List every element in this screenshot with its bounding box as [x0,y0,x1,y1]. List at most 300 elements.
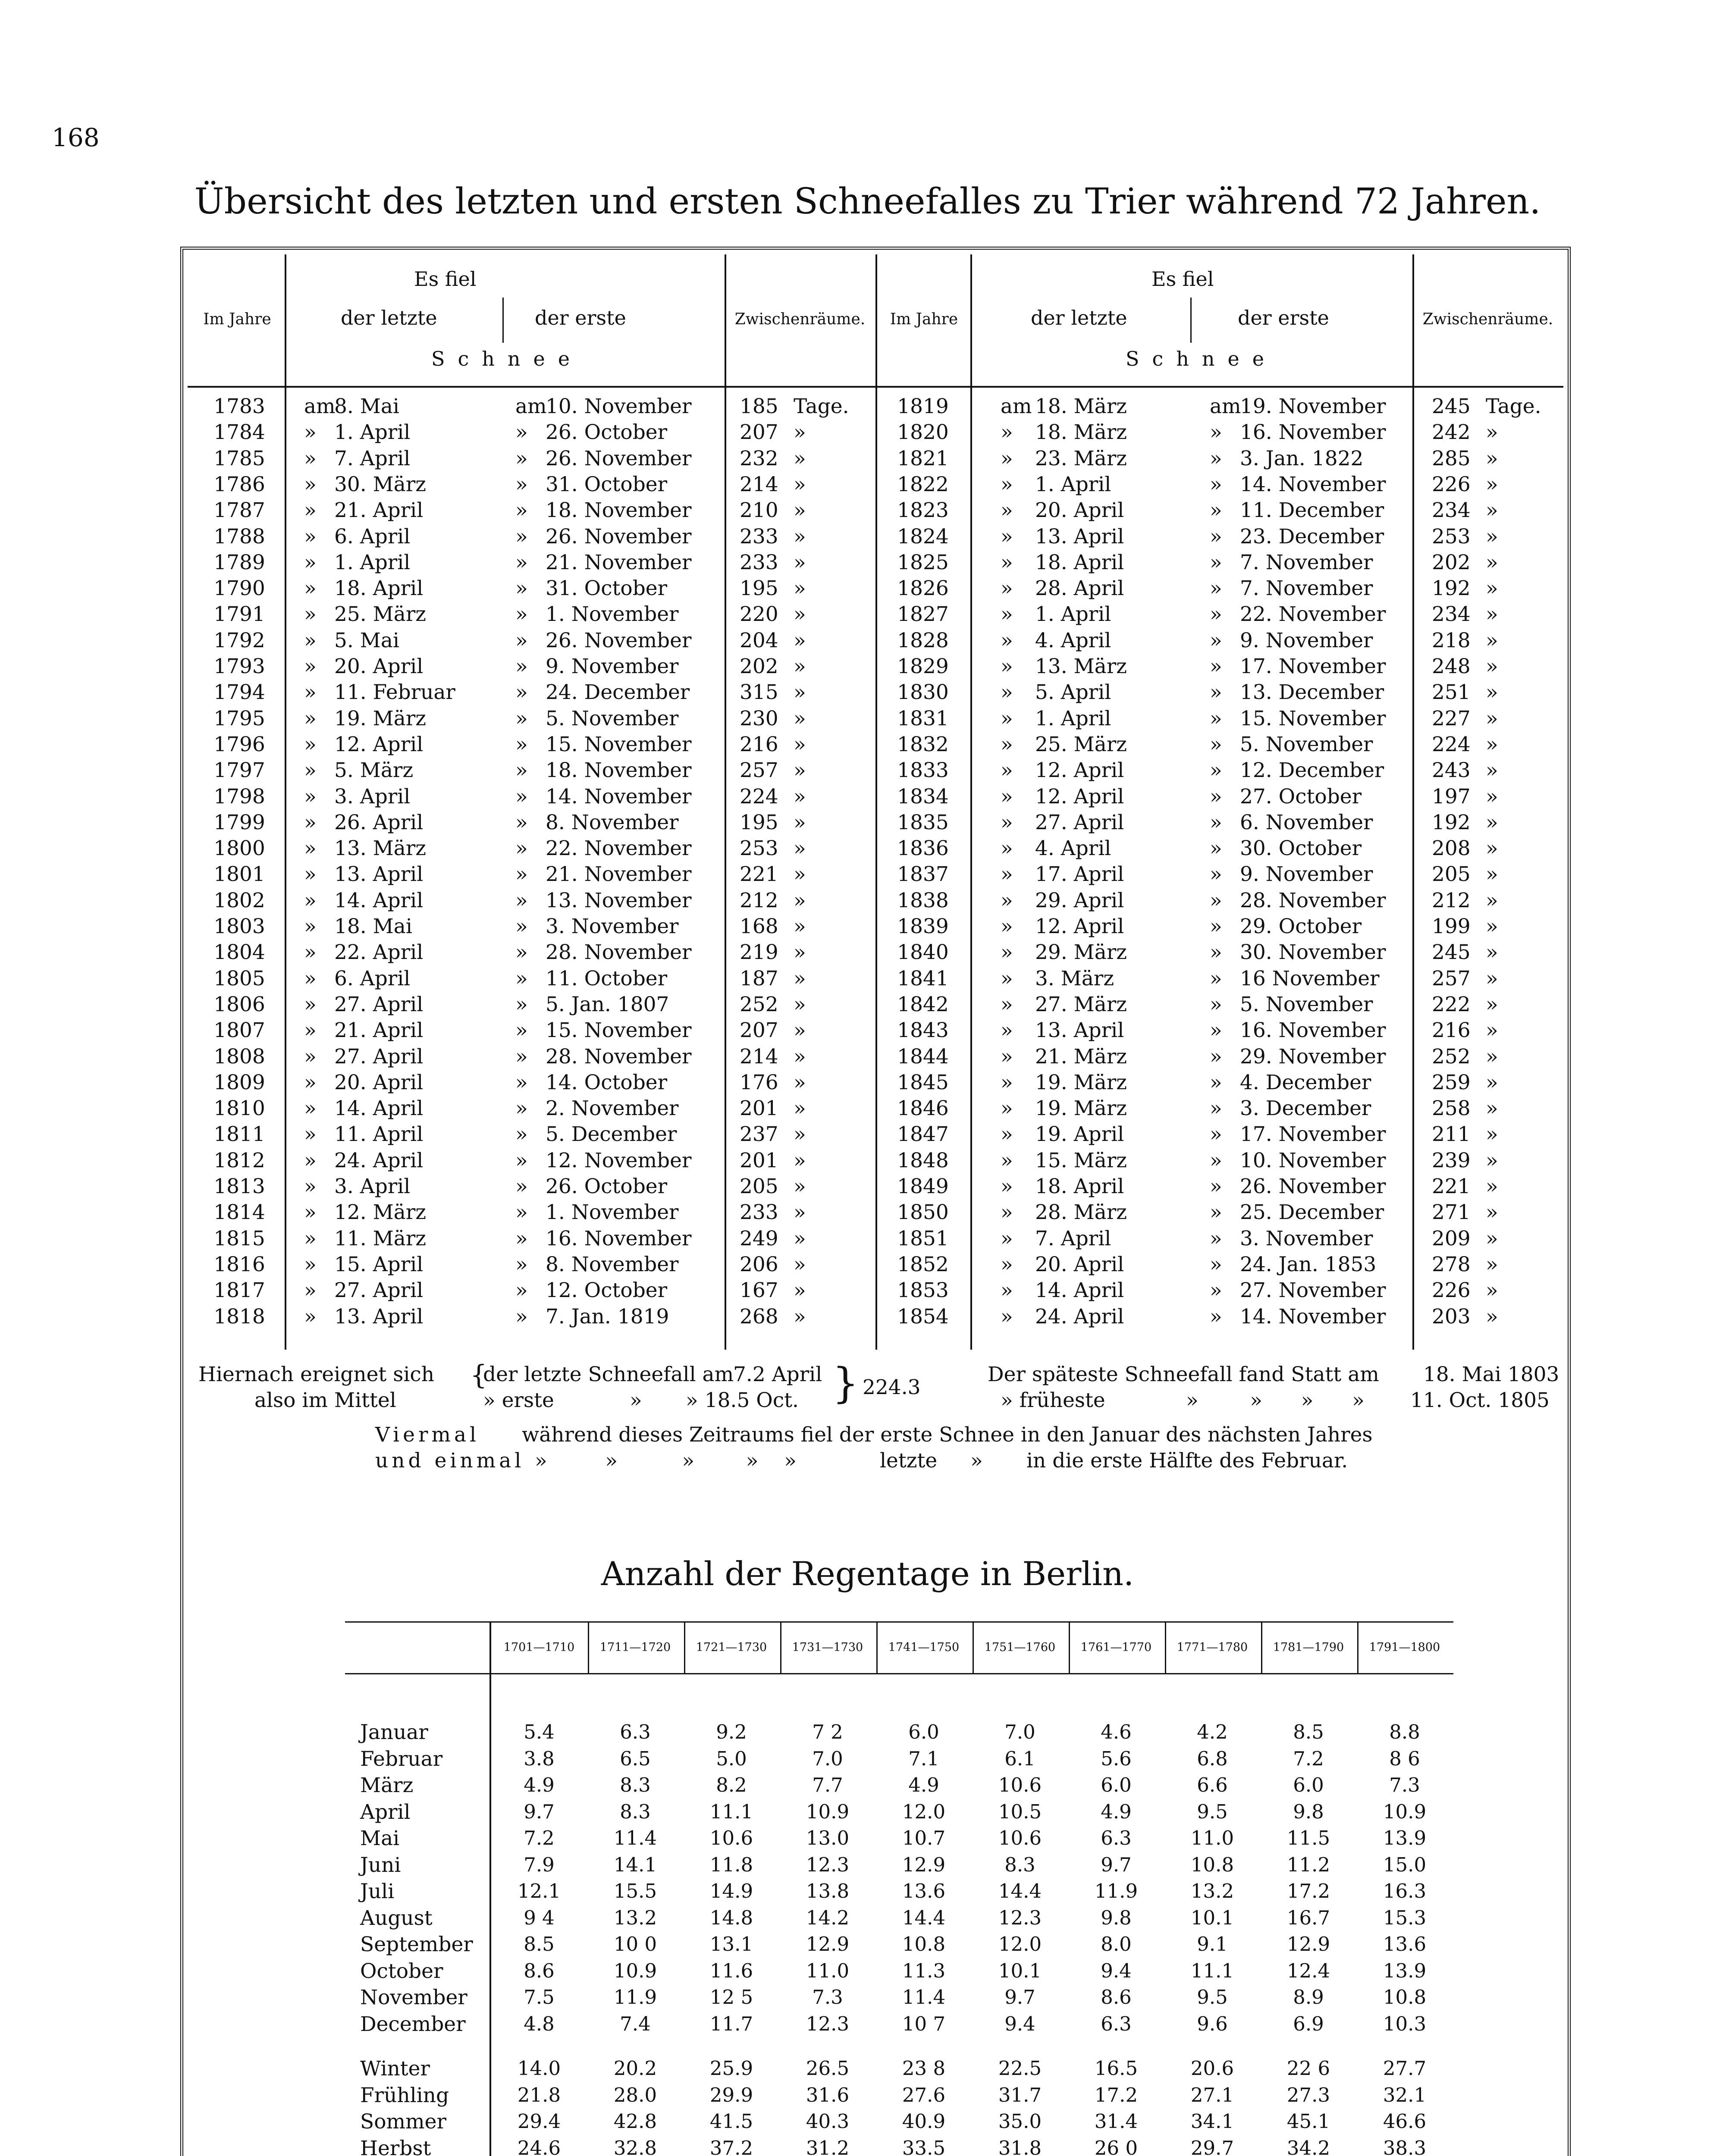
last-prefix: » [304,862,317,886]
first-prefix: » [515,1097,528,1120]
rain-value: 4.2 [1197,1720,1228,1743]
first-prefix: » [1210,1253,1222,1276]
rain-value: 11.1 [709,1800,753,1823]
ditto-mark: » [794,1175,806,1198]
first-date: 26. November [546,629,692,652]
rain-value: 7.4 [620,2012,651,2035]
last-date: 4. April [1035,629,1111,652]
rain-value: 9.4 [1004,2012,1035,2035]
ditto-mark: » [1486,1253,1498,1276]
right-first-header: der erste [1238,306,1329,329]
rain-value: 4.8 [524,2012,555,2035]
ditto-mark: » [1486,1149,1498,1172]
year-cell: 1790 [213,577,265,600]
rule-right-gap [1412,254,1414,1350]
last-prefix: » [304,447,317,470]
first-date: 16. November [1240,420,1386,444]
rain-value: 8.9 [1293,1986,1324,2009]
left-first-header: der erste [535,306,626,329]
rain-value: 9.7 [1101,1853,1132,1876]
rain-period-header: 1741—1750 [888,1641,960,1654]
first-date: 5. November [1240,993,1373,1016]
rain-value: 7.0 [1004,1720,1035,1743]
rain-col-rule [780,1621,781,1673]
rain-value: 22 6 [1286,2057,1330,2080]
first-prefix: » [1210,889,1222,912]
first-date: 24. Jan. 1853 [1240,1253,1377,1276]
last-prefix: » [304,577,317,600]
year-cell: 1787 [213,498,265,522]
gap-days: 222 [1432,993,1471,1016]
ditto-mark: » [794,551,806,574]
year-cell: 1842 [897,993,949,1016]
first-prefix: » [515,1045,528,1069]
gap-days: 239 [1432,1149,1471,1172]
ditto-mark: » [1486,655,1498,678]
ditto-mark: » [794,602,806,626]
first-prefix: » [1210,420,1222,444]
first-prefix: » [515,889,528,912]
first-date: 19. November [1240,395,1386,418]
last-prefix: » [1001,1175,1013,1198]
first-prefix: » [1210,473,1222,496]
gap-days: 233 [740,551,778,574]
year-cell: 1839 [897,915,949,938]
rain-value: 27.3 [1286,2084,1330,2106]
rain-row-label: Januar [360,1720,428,1744]
year-cell: 1793 [213,655,265,678]
first-date: 30. November [1240,940,1386,964]
first-date: 29. October [1240,915,1362,938]
gap-days: 253 [740,837,778,860]
first-date: 3. Jan. 1822 [1240,447,1364,470]
last-date: 24. April [1035,1305,1124,1329]
last-date: 18. Mai [334,915,412,938]
rain-value: 7 2 [812,1720,843,1743]
first-date: 3. November [1240,1227,1373,1250]
first-prefix: » [515,993,528,1016]
rain-value: 7.2 [524,1827,555,1849]
rain-value: 15.0 [1383,1853,1427,1876]
year-cell: 1826 [897,577,949,600]
rain-value: 10.1 [1190,1906,1234,1929]
last-date: 28. April [1035,577,1124,600]
first-prefix: » [1210,1149,1222,1172]
year-cell: 1783 [213,395,265,418]
rain-value: 9.1 [1197,1933,1228,1955]
first-prefix: » [515,1071,528,1094]
first-date: 7. November [1240,577,1373,600]
last-date: 5. April [1035,680,1111,704]
first-date: 2. November [546,1097,679,1120]
ditto-mark: » [1486,1122,1498,1146]
last-date: 29. April [1035,889,1124,912]
ditto-mark: » [1486,577,1498,600]
right-es-fiel: Es fiel [1151,267,1214,291]
rain-value: 3.8 [524,1747,555,1770]
first-prefix: » [1210,577,1222,600]
rain-value: 21.8 [517,2084,561,2106]
last-date: 26. April [334,811,424,834]
gap-days: 209 [1432,1227,1471,1250]
last-date: 4. April [1035,837,1111,860]
last-prefix: » [1001,707,1013,730]
rain-value: 16.5 [1094,2057,1138,2080]
last-date: 15. März [1035,1149,1127,1172]
gap-days: 207 [740,420,778,444]
rain-value: 13.8 [806,1880,850,1902]
note-mean-last: der letzte Schneefall am [483,1363,734,1386]
ditto-mark: » [794,1227,806,1250]
rain-value: 9.8 [1101,1906,1132,1929]
ditto-mark: » [1486,1279,1498,1302]
rain-value: 13.6 [1383,1933,1427,1955]
rain-value: 9 4 [524,1906,555,1929]
first-date: 14. October [546,1071,668,1094]
last-prefix: » [304,1279,317,1302]
rain-value: 7.5 [524,1986,555,2009]
last-date: 20. April [1035,498,1124,522]
rain-row-label: September [360,1933,473,1956]
last-date: 1. April [1035,602,1111,626]
last-prefix: » [304,420,317,444]
first-prefix: » [1210,733,1222,756]
right-year-header: Im Jahre [890,310,958,328]
ditto-mark: » [794,837,806,860]
last-prefix: » [304,498,317,522]
ditto-mark: » [1486,785,1498,808]
rain-row-label: November [360,1986,467,2009]
year-cell: 1813 [213,1175,265,1198]
rain-value: 29.7 [1190,2137,1234,2156]
last-prefix: » [304,889,317,912]
rain-value: 14.8 [709,1906,753,1929]
rain-row-label: Juli [360,1880,395,1903]
last-date: 6. April [334,525,411,548]
last-date: 24. April [334,1149,424,1172]
year-cell: 1814 [213,1200,265,1224]
ditto-mark: » [1486,758,1498,782]
year-cell: 1852 [897,1253,949,1276]
first-date: 30. October [1240,837,1362,860]
rain-value: 10.9 [806,1800,850,1823]
first-prefix: » [515,525,528,548]
ditto-mark: » [794,525,806,548]
last-date: 14. April [334,1097,424,1120]
first-prefix: » [515,707,528,730]
last-date: 8. Mai [334,395,399,418]
gap-days: 245 [1432,395,1471,418]
days-unit: Tage. [794,395,849,418]
last-date: 12. April [334,733,424,756]
gap-days: 201 [740,1097,778,1120]
last-date: 19. März [1035,1071,1127,1094]
gap-days: 168 [740,915,778,938]
rain-col-rule [684,1621,685,1673]
last-date: 5. Mai [334,629,399,652]
gap-days: 252 [1432,1045,1471,1069]
rain-value: 11.0 [806,1959,850,1982]
note-latest-date: 18. Mai 1803 [1423,1363,1559,1386]
rain-value: 8.6 [1101,1986,1132,2009]
ditto-mark: » [794,758,806,782]
gap-days: 212 [1432,889,1471,912]
last-prefix: » [1001,967,1013,990]
last-prefix: » [304,1227,317,1250]
gap-days: 234 [1432,498,1471,522]
rain-value: 22.5 [998,2057,1042,2080]
first-date: 14. November [546,785,692,808]
year-cell: 1853 [897,1279,949,1302]
first-prefix: » [1210,915,1222,938]
first-prefix: » [515,420,528,444]
first-prefix: » [1210,993,1222,1016]
ditto-mark: » [794,447,806,470]
first-prefix: » [515,498,528,522]
ditto-mark: » [1486,447,1498,470]
rain-value: 10 0 [613,1933,657,1955]
gap-days: 230 [740,707,778,730]
ditto-mark: » [1486,733,1498,756]
first-prefix: » [515,837,528,860]
brace-open: { [470,1359,487,1391]
rain-value: 7.9 [524,1853,555,1876]
year-cell: 1841 [897,967,949,990]
last-prefix: » [1001,1253,1013,1276]
rain-row-label: December [360,2012,466,2036]
rain-value: 8.3 [620,1800,651,1823]
last-date: 14. April [334,889,424,912]
year-cell: 1847 [897,1122,949,1146]
first-prefix: » [1210,1122,1222,1146]
gap-days: 195 [740,811,778,834]
ditto-mark: » [1486,940,1498,964]
first-prefix: » [515,655,528,678]
ditto-mark: » [1486,1200,1498,1224]
first-date: 13. November [546,889,692,912]
gap-days: 315 [740,680,778,704]
first-date: 26. October [546,420,668,444]
first-prefix: » [515,862,528,886]
gap-days: 214 [740,473,778,496]
first-date: 26. November [546,525,692,548]
year-cell: 1795 [213,707,265,730]
last-date: 19. März [1035,1097,1127,1120]
right-gap-header: Zwischenräume. [1422,310,1553,328]
year-cell: 1837 [897,862,949,886]
ditto-mark: » [794,862,806,886]
last-prefix: » [304,1018,317,1042]
last-prefix: » [1001,1071,1013,1094]
first-prefix: » [515,1253,528,1276]
rain-value: 10.8 [1190,1853,1234,1876]
rain-table-title: Anzahl der Regentage in Berlin. [601,1554,1134,1593]
gap-days: 176 [740,1071,778,1094]
rain-value: 11.6 [709,1959,753,1982]
rain-value: 4.9 [524,1774,555,1796]
rule-right-year-start [875,254,877,1350]
last-prefix: » [304,758,317,782]
first-prefix: » [515,629,528,652]
first-date: 15. November [546,733,692,756]
first-date: 28. November [1240,889,1386,912]
left-schnee: Schnee [431,347,583,370]
first-prefix: » [1210,680,1222,704]
last-date: 21. März [1035,1045,1127,1069]
gap-days: 205 [740,1175,778,1198]
year-cell: 1798 [213,785,265,808]
rain-value: 31.8 [998,2137,1042,2156]
first-date: 5. November [1240,733,1373,756]
gap-days: 227 [1432,707,1471,730]
last-prefix: am [304,395,336,418]
rain-value: 14.9 [709,1880,753,1902]
last-date: 19. März [334,707,427,730]
ditto-mark: » [794,680,806,704]
year-cell: 1828 [897,629,949,652]
ditto-mark: » [1486,1018,1498,1042]
last-prefix: » [1001,1097,1013,1120]
year-cell: 1851 [897,1227,949,1250]
rain-value: 9.2 [716,1720,747,1743]
last-date: 6. April [334,967,411,990]
last-prefix: » [304,1045,317,1069]
rain-value: 4.9 [1101,1800,1132,1823]
first-prefix: » [515,758,528,782]
last-prefix: » [1001,837,1013,860]
rain-value: 11.5 [1286,1827,1330,1849]
first-prefix: » [515,1122,528,1146]
last-prefix: » [304,1149,317,1172]
gap-days: 201 [740,1149,778,1172]
last-prefix: » [1001,733,1013,756]
year-cell: 1801 [213,862,265,886]
rain-value: 11.3 [902,1959,946,1982]
first-date: 11. December [1240,498,1384,522]
gap-days: 285 [1432,447,1471,470]
rain-value: 20.2 [613,2057,657,2080]
rain-value: 28.0 [613,2084,657,2106]
rain-value: 9.5 [1197,1986,1228,2009]
first-date: 11. October [546,967,668,990]
gap-days: 187 [740,967,778,990]
ditto-mark: » [794,707,806,730]
gap-days: 216 [1432,1018,1471,1042]
ditto-mark: » [1486,473,1498,496]
note-mean-label: also im Mittel [254,1388,396,1412]
rain-value: 11.4 [902,1986,946,2009]
year-cell: 1818 [213,1305,265,1329]
gap-days: 232 [740,447,778,470]
rain-value: 6.3 [620,1720,651,1743]
first-prefix: » [1210,940,1222,964]
rain-row-label: August [360,1906,433,1930]
rain-value: 13.9 [1383,1827,1427,1849]
first-prefix: » [1210,551,1222,574]
year-cell: 1794 [213,680,265,704]
last-date: 18. April [1035,551,1124,574]
last-date: 27. April [334,1279,424,1302]
rain-value: 10.8 [1383,1986,1427,2009]
last-prefix: » [1001,1305,1013,1329]
last-date: 25. März [334,602,427,626]
ditto-mark: » [794,940,806,964]
gap-days: 197 [1432,785,1471,808]
last-date: 3. März [1035,967,1114,990]
year-cell: 1830 [897,680,949,704]
gap-days: 185 [740,395,778,418]
last-date: 13. März [1035,655,1127,678]
first-date: 17. November [1240,655,1386,678]
rain-value: 11.0 [1190,1827,1234,1849]
first-prefix: » [1210,602,1222,626]
gap-days: 224 [740,785,778,808]
gap-days: 205 [1432,862,1471,886]
last-date: 11. Februar [334,680,455,704]
first-date: 8. November [546,1253,679,1276]
first-prefix: » [1210,1200,1222,1224]
rain-col-rule [973,1621,974,1673]
gap-days: 202 [1432,551,1471,574]
ditto-mark: » [1486,498,1498,522]
rain-value: 34.2 [1286,2137,1330,2156]
first-prefix: » [1210,1045,1222,1069]
first-prefix: » [515,473,528,496]
note-einmal-text: in die erste Hälfte des Februar. [1026,1449,1348,1473]
rain-value: 11.4 [613,1827,657,1849]
gap-days: 248 [1432,655,1471,678]
rule-left-year [285,254,286,1350]
note-earliest-label: » früheste [1001,1388,1105,1412]
first-date: 26. October [546,1175,668,1198]
first-date: 22. November [546,837,692,860]
rain-col-rule [1069,1621,1070,1673]
note-einmal-letzte: letzte [880,1449,938,1473]
rain-value: 14.4 [998,1880,1042,1902]
first-date: 21. November [546,862,692,886]
last-prefix: » [1001,862,1013,886]
ditto-mark: » [1486,1097,1498,1120]
last-date: 29. März [1035,940,1127,964]
gap-days: 251 [1432,680,1471,704]
year-cell: 1786 [213,473,265,496]
last-date: 23. März [1035,447,1127,470]
ditto-mark: » [794,915,806,938]
ditto-mark: » [1486,915,1498,938]
last-date: 18. März [1035,420,1127,444]
rain-value: 9.8 [1293,1800,1324,1823]
first-prefix: » [515,1149,528,1172]
rain-value: 11.1 [1190,1959,1234,1982]
first-date: 3. December [1240,1097,1371,1120]
last-date: 1. April [334,551,411,574]
first-date: 4. December [1240,1071,1371,1094]
ditto-mark: » [794,1305,806,1329]
rain-value: 6.0 [908,1720,939,1743]
rain-value: 8 6 [1389,1747,1420,1770]
first-date: 9. November [546,655,679,678]
rain-value: 12.9 [902,1853,946,1876]
first-date: 15. November [1240,707,1386,730]
last-prefix: » [304,1305,317,1329]
last-prefix: » [1001,915,1013,938]
rain-value: 11.9 [613,1986,657,2009]
rain-value: 15.5 [613,1880,657,1902]
first-date: 16. November [546,1227,692,1250]
rain-value: 11.9 [1094,1880,1138,1902]
first-prefix: » [515,1305,528,1329]
rain-value: 46.6 [1383,2110,1427,2133]
